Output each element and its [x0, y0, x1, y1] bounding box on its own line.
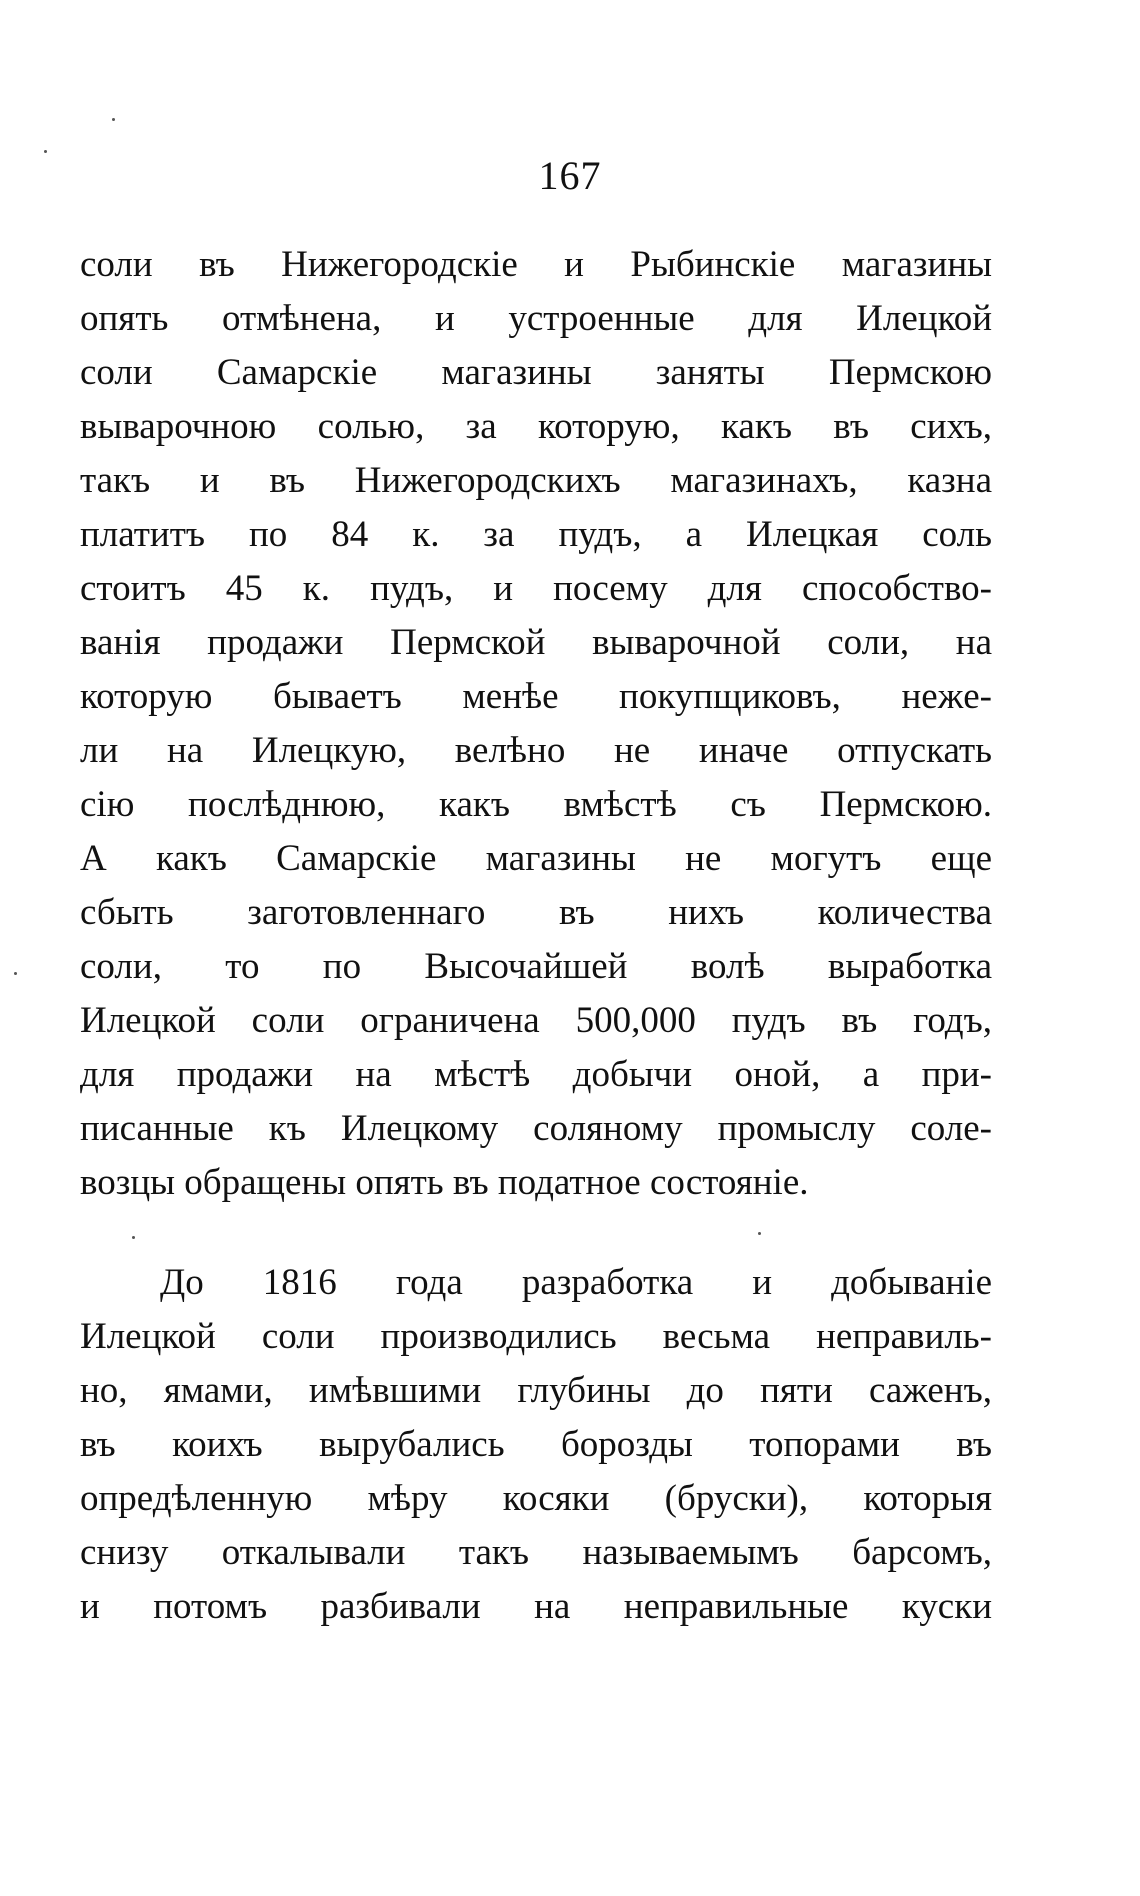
paragraph-1	[80, 238, 992, 1210]
text-line: и потомъ разбивали на неправильные куски	[80, 1586, 992, 1627]
text-line: въ коихъ вырубались борозды топорами въ	[80, 1424, 992, 1465]
text-line: Илецкой соли производились весьма неправиль-	[80, 1316, 992, 1357]
text-line: возцы обращены опять въ податное состояніе.	[80, 1162, 809, 1203]
text-line: соли Самарскіе магазины заняты Пермскою	[80, 352, 992, 393]
text-line: снизу откалывали такъ называемымъ барсомъ,	[80, 1532, 992, 1573]
print-speck	[758, 1232, 761, 1235]
text-line: писанные къ Илецкому соляному промыслу соле-	[80, 1108, 992, 1149]
text-line: сію послѣднюю, какъ вмѣстѣ съ Пермскою.	[80, 784, 992, 825]
text-line: соли въ Нижегородскіе и Рыбинскіе магазины	[80, 244, 992, 285]
text-line: До 1816 года разработка и добываніе	[160, 1262, 992, 1303]
paragraph-2	[80, 1256, 992, 1634]
text-line: выварочною солью, за которую, какъ въ сихъ,	[80, 406, 992, 447]
print-speck	[132, 1236, 135, 1239]
text-line: для продажи на мѣстѣ добычи оной, а при-	[80, 1054, 992, 1095]
page-number: 167	[538, 153, 602, 198]
text-line: соли, то по Высочайшей волѣ выработка	[80, 946, 992, 987]
text-line: которую бываетъ менѣе покупщиковъ, нежe-	[80, 676, 992, 717]
text-line: ли на Илецкую, велѣно не иначе отпускать	[80, 730, 992, 771]
text-line: платитъ по 84 к. за пудъ, а Илецкая соль	[80, 514, 992, 555]
text-line: такъ и въ Нижегородскихъ магазинахъ, казна	[80, 460, 992, 501]
text-line: ванія продажи Пермской выварочной соли, на	[80, 622, 992, 663]
text-line: Илецкой соли ограничена 500,000 пудъ въ годъ,	[80, 1000, 992, 1041]
text-line: но, ямами, имѣвшими глубины до пяти саженъ,	[80, 1370, 992, 1411]
text-line: сбыть заготовленнаго въ нихъ количества	[80, 892, 992, 933]
print-speck	[14, 972, 17, 975]
text-line: опредѣленную мѣру косяки (бруски), которыя	[80, 1478, 992, 1519]
text-line: опять отмѣнена, и устроенные для Илецкой	[80, 298, 992, 339]
text-line: стоитъ 45 к. пудъ, и посему для способство-	[80, 568, 992, 609]
text-line: А какъ Самарскіе магазины не могутъ еще	[80, 838, 992, 879]
print-speck	[112, 118, 115, 121]
